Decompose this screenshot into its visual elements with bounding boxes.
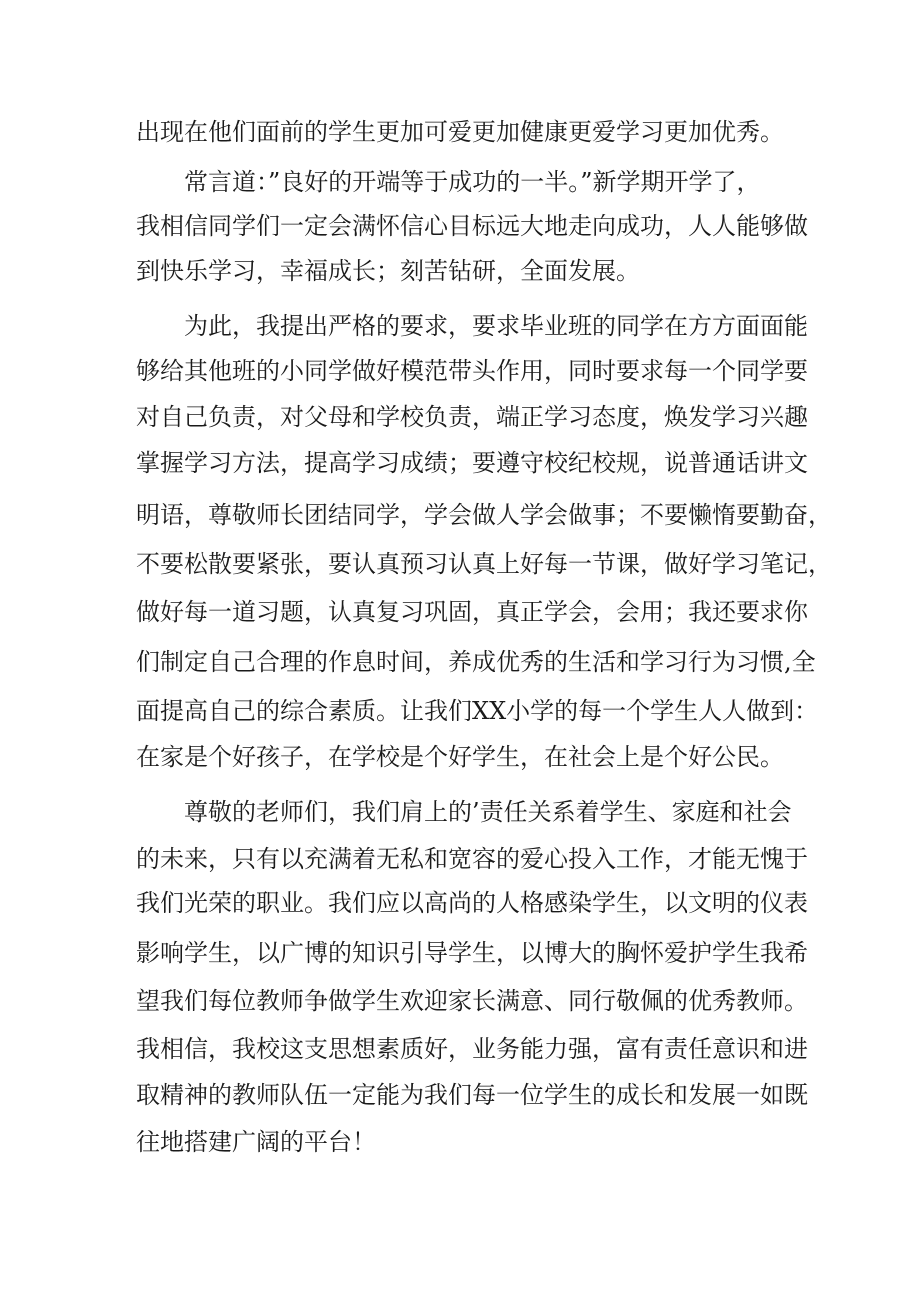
text-line: 到快乐学习，幸福成长；刻苦钻研，全面发展。 <box>136 257 640 285</box>
text-line: 为此，我提出严格的要求，要求毕业班的同学在方方面面能 <box>184 312 808 340</box>
text-line: 在家是个好孩子，在学校是个好学生，在社会上是个好公民。 <box>136 743 784 771</box>
text-line: 我相信同学们一定会满怀信心目标远大地走向成功，人人能够做 <box>136 212 808 240</box>
text-line: 对自己负责，对父母和学校负责，端正学习态度，焕发学习兴趣 <box>136 403 808 431</box>
text-line: 不要松散要紧张，要认真预习认真上好每一节课，做好学习笔记， <box>136 550 832 578</box>
text-line: 出现在他们面前的学生更加可爱更加健康更爱学习更加优秀。 <box>136 118 784 146</box>
text-line: 我们光荣的职业。我们应以高尚的人格感染学生，以文明的仪表 <box>136 889 808 917</box>
text-line: 常言道：”良好的开端等于成功的一半。”新学期开学了， <box>184 168 761 196</box>
text-line: 面提高自己的综合素质。让我们XX小学的每一个学生人人做到： <box>136 697 819 725</box>
text-line: 够给其他班的小同学做好模范带头作用，同时要求每一个同学要 <box>136 357 808 385</box>
text-line: 影响学生，以广博的知识引导学生，以博大的胸怀爱护学生我希 <box>136 939 808 967</box>
text-line: 做好每一道习题，认真复习巩固，真正学会，会用；我还要求你 <box>136 598 808 626</box>
text-line: 取精神的教师队伍一定能为我们每一位学生的成长和发展一如既 <box>136 1081 808 1109</box>
text-line: 往地搭建广阔的平台！ <box>136 1128 376 1156</box>
text-line: 掌握学习方法，提高学习成绩；要遵守校纪校规，说普通话讲文 <box>136 449 808 477</box>
text-line: 们制定自己合理的作息时间，养成优秀的生活和学习行为习惯,全 <box>136 648 816 676</box>
text-line: 我相信，我校这支思想素质好，业务能力强，富有责任意识和进 <box>136 1035 808 1063</box>
text-line: 望我们每位教师争做学生欢迎家长满意、同行敬佩的优秀教师。 <box>136 987 808 1015</box>
text-line: 明语，尊敬师长团结同学，学会做人学会做事；不要懒惰要勤奋， <box>136 501 832 529</box>
text-line: 尊敬的老师们，我们肩上的’责任关系着学生、家庭和社会 <box>184 798 792 826</box>
text-line: 的未来，只有以充满着无私和宽容的爱心投入工作，才能无愧于 <box>136 845 808 873</box>
